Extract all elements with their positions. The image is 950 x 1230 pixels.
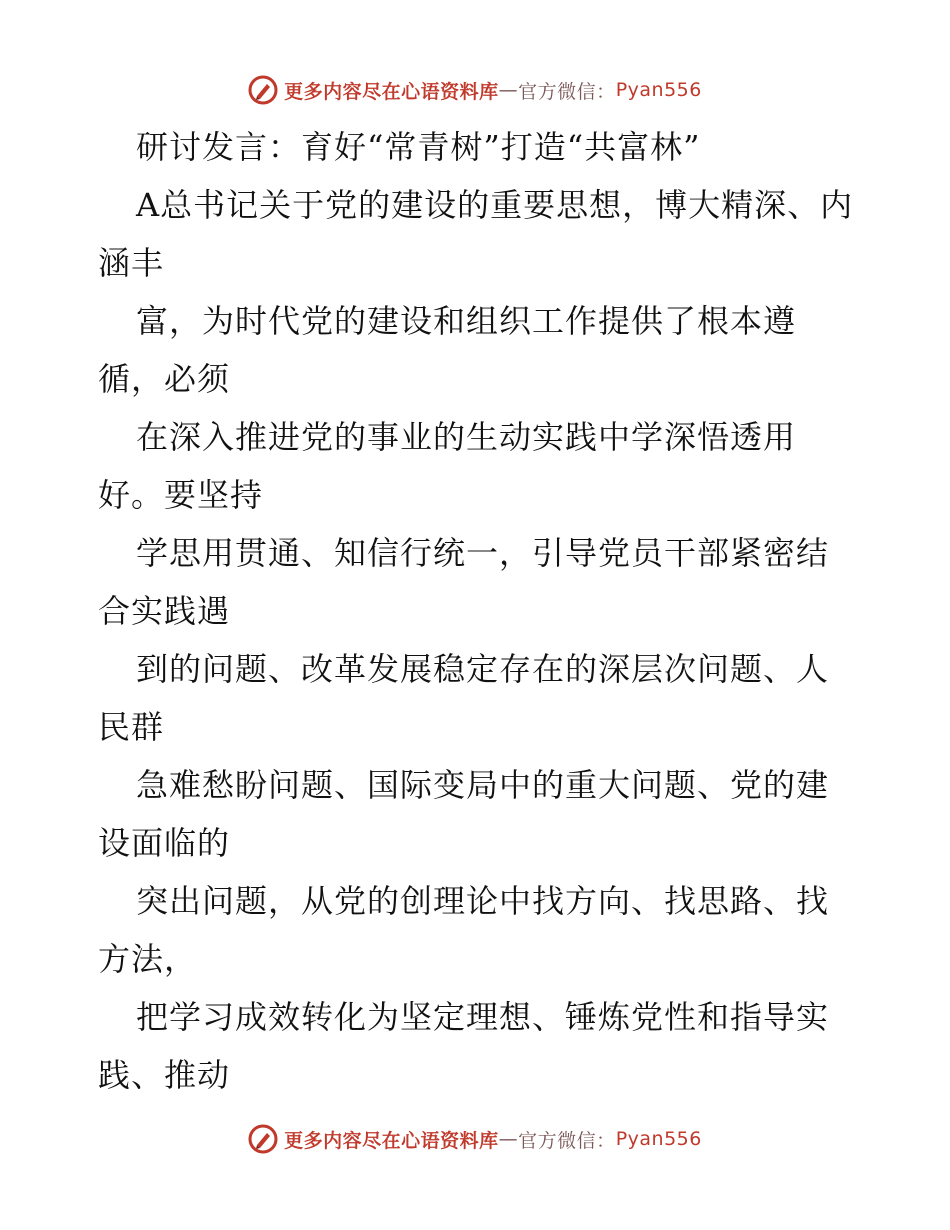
banner-account-label: 官方微信： (518, 80, 616, 103)
paragraph: 把学习成效转化为坚定理想、锤炼党性和指导实践、推动 (98, 998, 830, 1094)
header-watermark (0, 70, 950, 110)
paragraph: 学思用贯通、知信行统一，引导党员干部紧密结合实践遇 (98, 534, 830, 630)
banner-account-label: 官方微信： (518, 1129, 616, 1152)
paragraph: 在深入推进党的事业的生动实践中学深悟透用好。要坚持 (98, 418, 797, 514)
paragraph: A总书记关于党的建设的重要思想，博大精深、内涵丰 (98, 186, 854, 282)
document-title: 研讨发言：育好“常青树”打造“共富林” (136, 128, 701, 166)
document-body (98, 118, 858, 1104)
paragraph: 富，为时代党的建设和组织工作提供了根本遵循，必须 (98, 302, 797, 398)
paragraph: 急难愁盼问题、国际变局中的重大问题、党的建设面临的 (98, 766, 830, 862)
banner-separator: — (498, 79, 519, 101)
footer-watermark (0, 1119, 950, 1159)
pen-logo-icon (248, 75, 278, 105)
banner-handle: Pyan556 (615, 1128, 702, 1150)
paragraph: 突出问题，从党的创理论中找方向、找思路、找方法， (98, 882, 830, 978)
banner-separator: — (498, 1128, 519, 1150)
paragraph: 到的问题、改革发展稳定存在的深层次问题、人民群 (98, 650, 830, 746)
pen-logo-icon (248, 1124, 278, 1154)
banner-handle: Pyan556 (615, 79, 702, 101)
banner-main-text: 更多内容尽在心语资料库 (284, 1129, 499, 1152)
banner-main-text: 更多内容尽在心语资料库 (284, 80, 499, 103)
